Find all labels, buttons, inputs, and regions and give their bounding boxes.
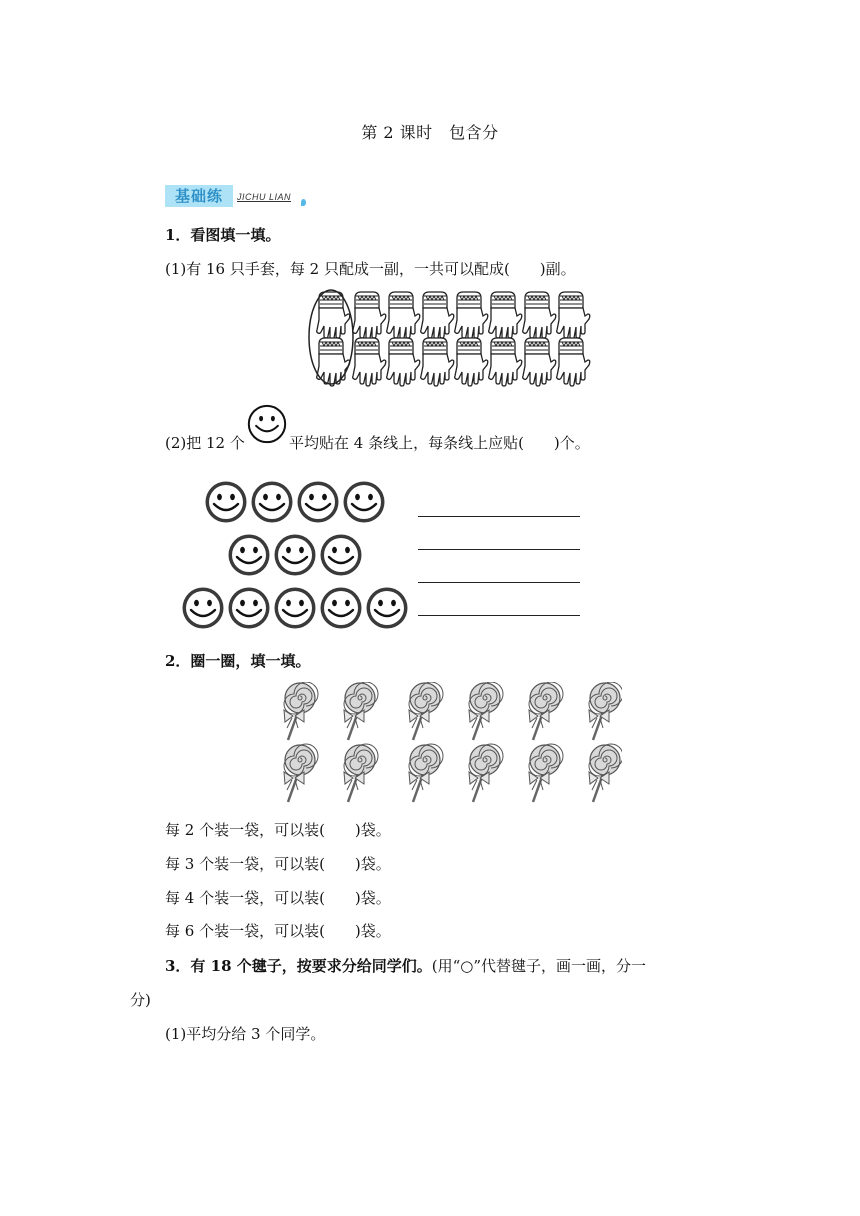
question-2-heading: 2．圈一圈，填一填。 bbox=[165, 652, 311, 670]
question-3-heading-bold: 3．有 18 个毽子，按要求分给同学们。 bbox=[165, 957, 432, 975]
question-3-heading bbox=[165, 955, 646, 976]
lollipop-icon bbox=[284, 682, 318, 740]
answer-line-1[interactable] bbox=[418, 516, 580, 517]
lollipop-icon bbox=[284, 744, 318, 802]
lollipop-icon bbox=[469, 744, 503, 802]
question-3-heading-continued: 分) bbox=[130, 991, 151, 1009]
question-2-line-1: 每 2 个装一袋，可以装( )袋。 bbox=[165, 821, 391, 839]
answer-line-2[interactable] bbox=[418, 549, 580, 550]
lollipop-icon bbox=[529, 682, 563, 740]
lollipop-icon bbox=[589, 682, 622, 740]
lollipops-figure bbox=[276, 682, 622, 808]
smiley-face-icon bbox=[275, 535, 316, 576]
glove-icon bbox=[489, 292, 522, 340]
gloves-figure bbox=[305, 288, 595, 388]
question-1-part-2-end: 平均贴在 4 条线上，每条线上应贴( )个。 bbox=[289, 434, 590, 452]
glove-icon bbox=[489, 338, 522, 386]
glove-icon bbox=[387, 292, 420, 340]
question-1-heading: 1．看图填一填。 bbox=[165, 226, 281, 244]
smiley-face-icon bbox=[252, 482, 293, 523]
badge-subtitle: JICHU LIAN bbox=[237, 192, 292, 202]
glove-icon bbox=[455, 292, 488, 340]
glove-icon bbox=[523, 338, 556, 386]
glove-icon bbox=[353, 338, 386, 386]
glove-icon bbox=[557, 292, 590, 340]
smiley-face-icon bbox=[229, 588, 270, 629]
page-title: 第 2 课时 包含分 bbox=[361, 123, 499, 142]
smiley-face-icon bbox=[206, 482, 247, 523]
question-1-part-1: (1)有 16 只手套，每 2 只配成一副，一共可以配成( )副。 bbox=[165, 260, 576, 278]
question-2-line-4: 每 6 个装一袋，可以装( )袋。 bbox=[165, 922, 391, 940]
lollipop-icon bbox=[589, 744, 622, 802]
smiley-faces-figure bbox=[180, 478, 412, 636]
question-3-heading-rest: (用“○”代替毽子，画一画，分一 bbox=[431, 957, 647, 975]
glove-icon bbox=[353, 292, 386, 340]
smiley-face-icon bbox=[183, 588, 224, 629]
question-3-part-1: (1)平均分给 3 个同学。 bbox=[165, 1025, 326, 1043]
badge-drop-icon bbox=[301, 199, 306, 206]
smiley-face-icon bbox=[321, 535, 362, 576]
answer-line-4[interactable] bbox=[418, 615, 580, 616]
glove-icon bbox=[455, 338, 488, 386]
glove-icon bbox=[557, 338, 590, 386]
glove-icon bbox=[523, 292, 556, 340]
lollipop-icon bbox=[409, 744, 443, 802]
lollipop-icon bbox=[529, 744, 563, 802]
glove-icon bbox=[421, 292, 454, 340]
lollipop-icon bbox=[344, 682, 378, 740]
smiley-face-icon bbox=[229, 535, 270, 576]
lollipop-icon bbox=[344, 744, 378, 802]
smiley-face-icon bbox=[298, 482, 339, 523]
smiley-face-icon bbox=[247, 404, 287, 444]
lollipop-icon bbox=[469, 682, 503, 740]
smiley-face-icon bbox=[344, 482, 385, 523]
smiley-face-icon bbox=[275, 588, 316, 629]
glove-icon bbox=[421, 338, 454, 386]
question-2-line-3: 每 4 个装一袋，可以装( )袋。 bbox=[165, 889, 391, 907]
question-2-line-2: 每 3 个装一袋，可以装( )袋。 bbox=[165, 855, 391, 873]
badge-label: 基础练 bbox=[165, 185, 233, 207]
question-1-part-2-start: (2)把 12 个 bbox=[165, 434, 245, 452]
section-badge bbox=[165, 185, 315, 209]
glove-icon bbox=[387, 338, 420, 386]
answer-line-3[interactable] bbox=[418, 582, 580, 583]
smiley-face-icon bbox=[367, 588, 408, 629]
smiley-face-icon bbox=[321, 588, 362, 629]
lollipop-icon bbox=[409, 682, 443, 740]
